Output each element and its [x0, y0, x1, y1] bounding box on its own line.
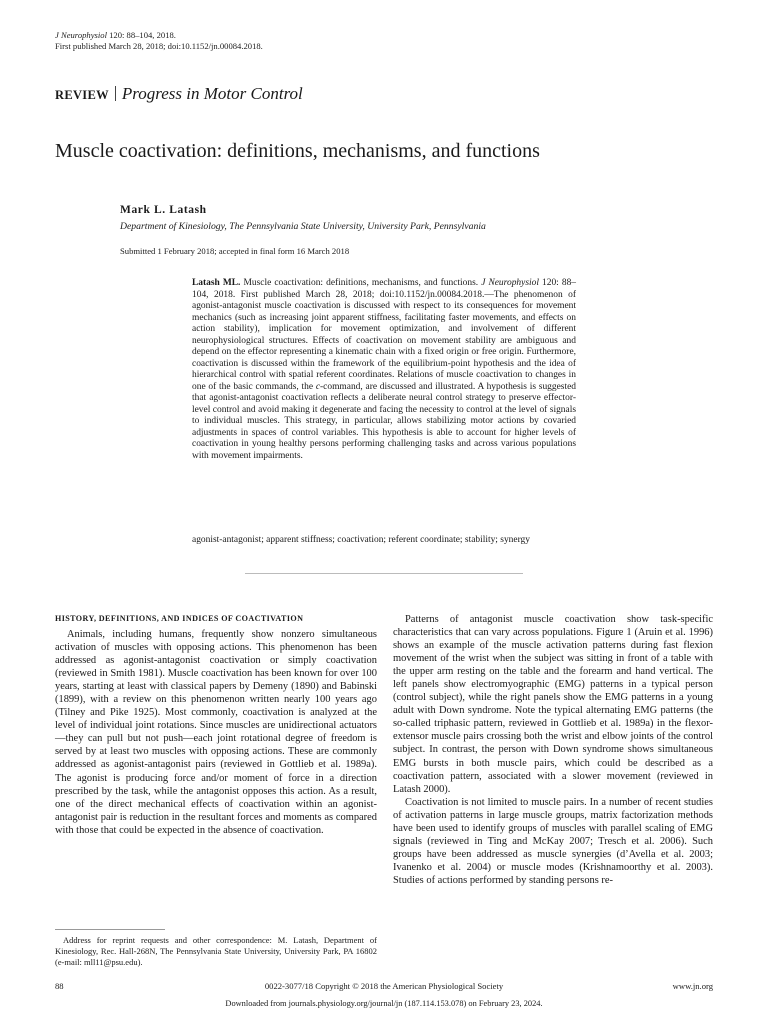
download-notice: Downloaded from journals.physiology.org/journal/jn (187.114.153.078) on February 23, 2024. [225, 999, 543, 1008]
abstract-text-2: 120: 88–104, 2018. First published March 28, 2018; doi:10.1152/jn.00084.2018.—The phenomenon of agonist-antagonist muscle coactivation is discussed with respect to its consequences for movement mechanics (such as increasing joint apparent stiffness, facilitating faster movements, and effects on action stability), implication for movement optimization, and involvement of different neurophysiological structures. Effects of coactivation on movement stability are ambiguous and depend on the effector representing a kinematic chain with a fixed origin or free origin. Furthermore, coactivation is discussed within the framework of the equilibrium-point hypothesis and the idea of hierarchical control with spatial referent coordinates. Relations of muscle coactivation to changes in one of the basic commands, the [192, 278, 577, 392]
journal-citation [55, 30, 263, 41]
abstract-text-1: Muscle coactivation: definitions, mechanisms, and functions. [240, 278, 482, 288]
correspondence-footnote: Address for reprint requests and other correspondence: M. Latash, Department of Kinesiology, Rec. Hall-268N, The Pennsylvania State University, University Park, PA 16802 (e-mail: mll11@psu.edu). [55, 935, 377, 967]
author-name: Mark L. Latash [120, 204, 207, 216]
page-number: 88 [55, 981, 64, 991]
abstract-c-command: c [315, 381, 321, 392]
abstract-journal: J Neurophysiol [481, 278, 539, 288]
submission-dates: Submitted 1 February 2018; accepted in final form 16 March 2018 [120, 246, 350, 256]
body-paragraph: Patterns of antagonist muscle coactivation show task-specific characteristics that can vary across populations. Figure 1 (Aruin et al. 1996) shows an example of the muscle activation patterns during fast flexion movement of the wrist when the subject was sitting in front of a table with the upper arm resting on the table and the forearm and hand vertical. The left panels show electromyographic (EMG) patterns in a typical person (control subject), while the right panels show the EMG patterns in a young adult with Down syndrome. Note the typical alternating EMG patterns (the so-called triphasic pattern, reviewed in Gottlieb et al. 1989a) in the flexor-extensor muscle pairs crossing both the wrist and elbow joints of the control subject. In contrast, the person with Down syndrome shows simultaneous EMG bursts in both muscle pairs, which could be described as a coactivation pattern, associated with a slower movement (reviewed in Latash 2000). [393, 614, 713, 795]
review-tag: REVIEW [55, 88, 109, 102]
abstract [192, 278, 576, 462]
copyright-line: 0022-3077/18 Copyright © 2018 the American Physiological Society [264, 981, 504, 991]
review-separator [115, 86, 116, 101]
citation-header [55, 30, 263, 52]
article-title: Muscle coactivation: definitions, mechanisms, and functions [55, 140, 540, 162]
journal-name: J Neurophysiol [55, 30, 107, 40]
keywords: agonist-antagonist; apparent stiffness; coactivation; referent coordinate; stability; synergy [192, 535, 530, 545]
first-published-line: First published March 28, 2018; doi:10.1152/jn.00084.2018. [55, 41, 263, 51]
author-affiliation: Department of Kinesiology, The Pennsylvania State University, University Park, Pennsylvania [120, 221, 486, 232]
body-paragraph: Coactivation is not limited to muscle pairs. In a number of recent studies of activation patterns in large muscle groups, matrix factorization methods have been used to identify groups of muscles with parallel scaling of EMG signals (reviewed in Ting and McKay 2007; Tresch et al. 2006). Such groups have been addressed as muscle synergies (d’Avella et al. 2003; Ivanenko et al. 2004) or muscle modes (Krishnamoorthy et al. 2003). Studies of actions performed by standing persons re- [393, 796, 713, 886]
review-series: Progress in Motor Control [121, 84, 303, 103]
abstract-divider [245, 573, 523, 574]
body-column-right [393, 613, 713, 887]
body-paragraph: Animals, including humans, frequently show nonzero simultaneous activation of muscles with opposing actions. This phenomenon has been addressed as agonist-antagonist coactivation or simply coactivation (reviewed in Smith 1981). Muscle coactivation has been known for over 100 years, starting at least with classical papers by Demeny (1890) and Babinski (1899), with a review on this phenomenon written nearly 100 years ago (Tilney and Pike 1925). Most commonly, coactivation is analyzed at the level of individual joint rotations. Since muscles are unidirectional actuators—they can pull but not push—each joint rotational degree of freedom is served by at least two muscles with opposing actions. These are commonly addressed as agonist-antagonist pairs (reviewed in Gottlieb et al. 1989a). The agonist is producing force and/or moment of force in a direction prescribed by the task, while the antagonist opposes this action. As a result, one of the direct mechanical effects of coactivation within an agonist-antagonist pair is reduction in the resultant forces and moments as compared with those that could be expected in the absence of coactivation. [55, 629, 377, 836]
section-heading: HISTORY, DEFINITIONS, AND INDICES OF COACTIVATION [55, 614, 304, 623]
review-header [55, 84, 303, 104]
citation-volume-pages: 120: 88–104, 2018. [106, 30, 176, 40]
footnote-rule [55, 929, 165, 930]
body-column-left [55, 613, 377, 837]
journal-website: www.jn.org [672, 981, 713, 991]
abstract-text-3: -command, are discussed and illustrated. A hypothesis is suggested that agonist-antagonist coactivation reflects a deliberate neural control strategy to preserve effector-level control and avoid making it degenerate and facing the necessity to control at the level of signals to individual muscles. This strategy, in particular, allows stabilizing motor actions by covaried adjustments in spaces of control variables. This hypothesis is able to account for higher levels of coactivation in young healthy persons performing challenging tasks and across various populations with movement impairments. [192, 381, 576, 461]
abstract-lead: Latash ML. [192, 278, 241, 288]
